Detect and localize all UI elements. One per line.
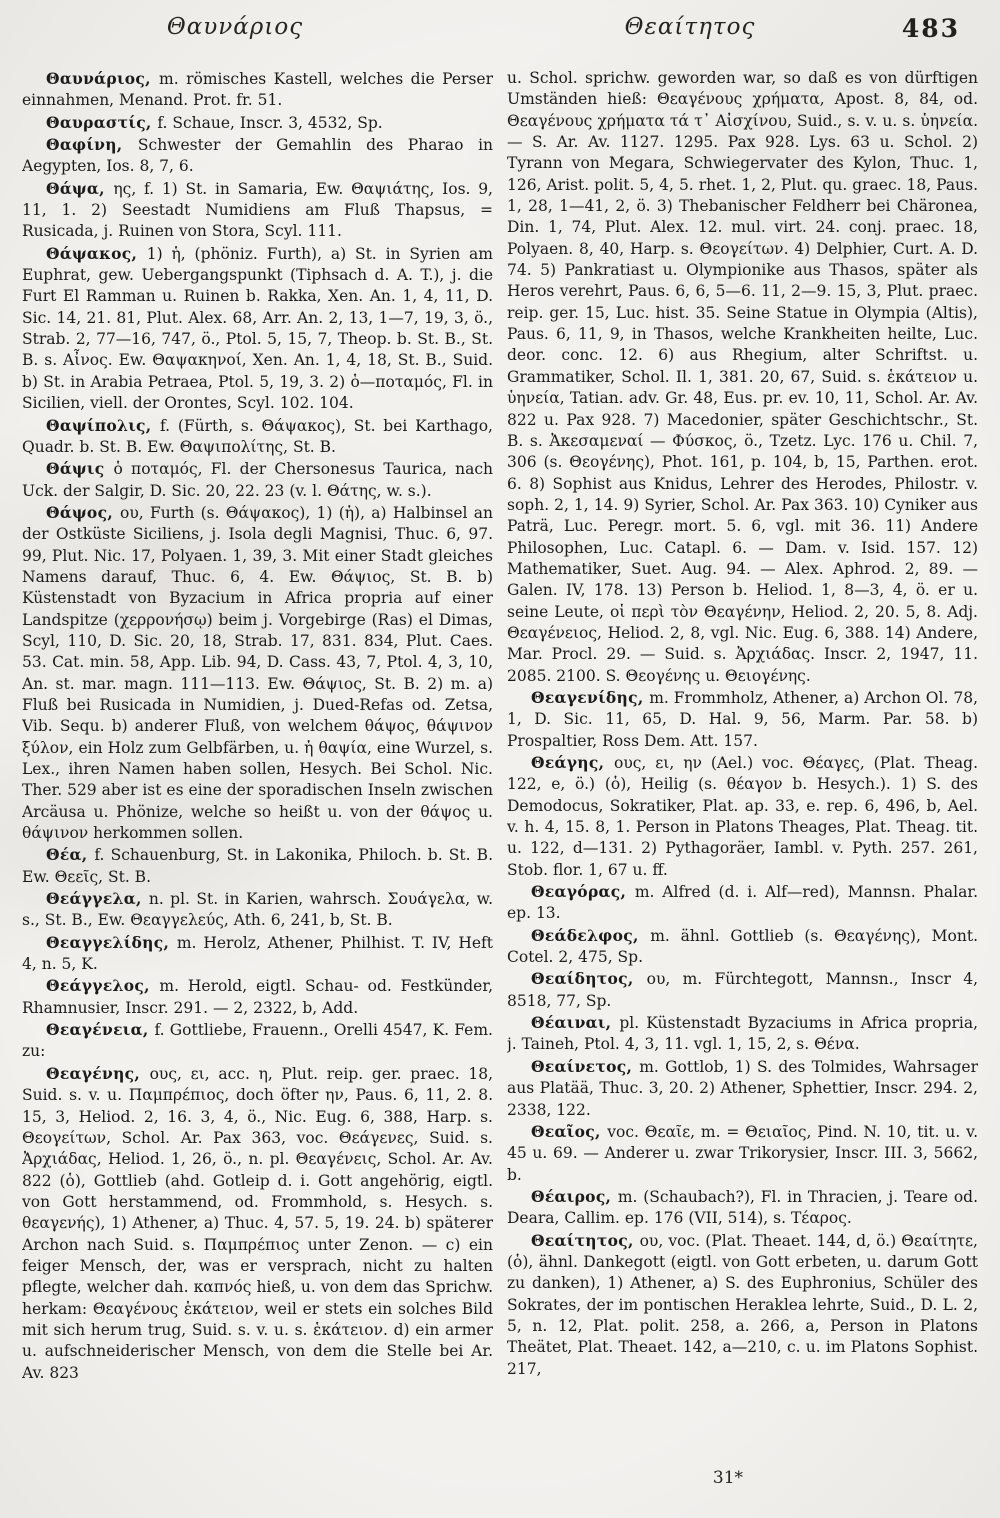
signature-mark: 31* xyxy=(712,1468,744,1488)
dictionary-entry: Θάψα, ης, f. 1) St. in Samaria, Ew. Θαψιάτης, Ios. 9, 11, 1. 2) Seestadt Numidiens am Fluß Thapsus, = Rusicada, j. Ruinen von Stora, Scyl. 111. xyxy=(22,178,493,241)
text-columns xyxy=(22,68,978,1480)
dictionary-entry: Θαυραστίς, f. Schaue, Inscr. 3, 4532, Sp. xyxy=(46,112,383,132)
page-footer xyxy=(500,1468,956,1488)
entry-headword: Θάψος, xyxy=(46,502,121,522)
dictionary-entry: Θεαγένεια, f. Gottliebe, Frauenn., Orelli 4547, K. Fem. zu: xyxy=(22,1020,493,1061)
entry-headword: Θεάγγελος, xyxy=(46,976,160,996)
dictionary-entry: Θεαῖος, voc. Θεαῖε, m. = Θειαῖος, Pind. N. 10, tit. u. v. 45 u. 69. — Anderer u. zwar Trikorysier, Inscr. III. 3, 5662, b. xyxy=(507,1121,978,1184)
entry-headword: Θάψις xyxy=(46,459,114,479)
dictionary-entry: Θεαίτητος, ου, voc. (Plat. Theaet. 144, d, ö.) Θεαίτητε, (ὁ), ähnl. Dankegott (eigtl. von Gott erbeten, u. darum Gott zu danken), 1) Athener, a) S. des Euphronius, Schüler des Sokrates, der im pontischen Heraklea lehrte, Suid., D. L. 2, 5, n. 12, Plat. polit. 258, a. 266, a, Person in Platons Theätet, Plat. Theaet. 142, a—210, c. u. im Platons Sophist. 217, xyxy=(507,1230,978,1378)
dictionary-entry: Θεαγόρας, m. Alfred (d. i. Alf—red), Mannsn. Phalar. ep. 13. xyxy=(507,882,978,923)
entry-headword: Θέαιναι, xyxy=(531,1013,620,1033)
entry-headword: Θεάγης, xyxy=(531,753,614,772)
entry-headword: Θαυνάριος, xyxy=(46,69,160,88)
dictionary-entry: Θεάδελφος, m. ähnl. Gottlieb (s. Θεαγένης), Mont. Cotel. 2, 475, Sp. xyxy=(507,925,978,967)
left-column xyxy=(22,68,493,1480)
entry-headword: Θεαῖος, xyxy=(531,1121,608,1141)
dictionary-entry: Θεάγης, ους, ει, ην (Ael.) voc. Θέαγες, (Plat. Theag. 122, e, ö.) (ὁ), Heilig (s. θέαγον b. Hesych.). 1) S. des Demodocus, Sokratiker, Plat. ap. 33, e. rep. 6, 496, b, Ael. v. h. 4, 15. 8, 1. Person in Platons Theages, Plat. Theag. tit. u. 122, d—131. 2) Pythagoräer, Iambl. v. Pyth. 257. 261, Stob. flor. 1, 67 u. ff. xyxy=(507,753,978,879)
entry-headword: Θάψα, xyxy=(46,178,114,198)
entry-headword: Θεαίτητος, xyxy=(531,1230,640,1250)
entry-headword: Θάψακος, xyxy=(46,243,147,263)
page-number: 483 xyxy=(901,14,960,43)
entry-headword: Θεάγγελα, xyxy=(46,889,149,909)
dictionary-entry: Θέαιναι, pl. Küstenstadt Byzaciums in Africa propria, j. Taineh, Ptol. 4, 3, 11. vgl. 1, 15, 2, s. Θένα. xyxy=(507,1013,978,1054)
entry-headword: Θαφίνη, xyxy=(46,135,138,155)
entry-headword: Θέα, xyxy=(46,845,95,865)
entry-headword: Θεαγένης, xyxy=(46,1063,150,1083)
entry-headword: Θεαγγελίδης, xyxy=(46,932,177,952)
dictionary-entry: Θαφίνη, Schwester der Gemahlin des Pharao in Aegypten, Ios. 8, 7, 6. xyxy=(22,135,493,176)
entry-headword: Θεάδελφος, xyxy=(531,925,651,945)
right-column xyxy=(507,68,978,1480)
entry-headword: Θαψίπολις, xyxy=(46,415,160,435)
entry-continuation: u. Schol. sprichw. geworden war, so daß es von dürftigen Umständen hieß: Θεαγένους χρήματα, Apost. 8, 84, od. Θεαγένους χρήματα τά τ᾽ Αἰσχίνου, Suid., s. v. u. s. ὑηνεία. — S. Ar. Av. 1127. 1295. Pax 928. Lys. 63 u. Schol. 2) Tyrann von Megara, Schwiegervater des Kylon, Thuc. 1, 126, Arist. polit. 5, 4, 5. rhet. 1, 2, Plut. qu. graec. 18, Paus. 1, 28, 1—41, 2, ö. 3) Thebanischer Feldherr bei Chäronea, Din. 1, 74, Plut. Alex. 12. mul. virt. 24. conj. praec. 18, Polyaen. 8, 40, Harp. s. Θεογείτων. 4) Delphier, Curt. A. D. 74. 5) Pankratiast u. Olympionike aus Thasos, später als Heros verehrt, Paus. 6, 6, 5—6. 11, 2—9. 15, 3, Plut. praec. reip. ger. 15, Luc. hist. 35. Seine Statue in Olympia (Altis), Paus. 6, 11, 9, in Thasos, welche Krankheiten heilte, Luc. deor. conc. 12. 6) aus Rhegium, alter Schriftst. u. Grammatiker, Schol. Il. 1, 381. 20, 67, Suid. s. ἑκάτειον u. ὑηνεία, Tatian. adv. Gr. 48, Eus. pr. ev. 10, 11, Schol. Ar. Av. 822 u. Pax 928. 7) Macedonier, später Geschichtschr., St. B. s. Ἀκεσαμεναί — Φύσκος, ö., Tzetz. Lyc. 176 u. Chil. 7, 306 (s. Θεογένης), Phot. 161, p. 104, b, 15, Parthen. erot. 6. 8) Sophist aus Knidus, Lehrer des Herodes, Philostr. v. soph. 2, 1, 14. 9) Syrier, Schol. Ar. Pax 363. 10) Cyniker aus Paträ, Luc. Peregr. mort. 5. 6, vgl. mit 36. 11) Andere Philosophen, Luc. Catapl. 6. — Dam. v. Isid. 157. 12) Mathematiker, Suet. Aug. 94. — Alex. Aphrod. 2, 89. — Galen. IV, 178. 13) Person b. Heliod. 1, 8—3, 4, ö. er u. seine Leute, οἱ περὶ τὸν Θεαγένην, Heliod. 2, 20. 5, 8. Adj. Θεαγένειος, Heliod. 2, 8, vgl. Nic. Eug. 6, 388. 14) Andere, Mar. Procl. 29. — Suid. s. Ἀρχιάδας. Inscr. 2, 1947, 11. 2085. 2100. S. Θεογένης u. Θειογένης. xyxy=(507,69,978,685)
dictionary-entry: Θεαγένης, ους, ει, acc. η, Plut. reip. ger. praec. 18, Suid. s. v. u. Παμπρέπιος, doch öfter ην, Paus. 6, 11, 2. 8. 15, 3, Heliod. 2, 16. 3, 4, ö., Nic. Eug. 6, 388, Harp. s. Θεογείτων, Schol. Ar. Pax 363, voc. Θεάγενες, Suid. s. Ἀρχιάδας, Heliod. 1, 26, ö., n. pl. Θεαγένεις, Schol. Ar. Av. 822 (ὁ), Gottlieb (ahd. Gotleip d. i. Gott angehörig, eigtl. von Gott herstammend, od. Frommhold, s. Hesych. s. θεαγενής), 1) Athener, a) Thuc. 4, 57. 5, 19. 24. b) späterer Archon nach Suid. s. Παμπρέπιος unter Zenon. — c) ein feiger Mensch, der, was er versprach, nicht zu halten pflegte, welcher dah. καπνός hieß, u. von dem das Sprichw. herkam: Θεαγένους ἑκάτειον, weil er stets ein solches Bild mit sich herum trug, Suid. s. v. u. s. ἑκάτειον. d) ein armer u. aufschneiderischer Mensch, von dem die Stelle bei Ar. Av. 823 xyxy=(22,1063,493,1382)
entry-headword: Θεαγενίδης, xyxy=(531,687,650,707)
dictionary-entry: Θαυνάριος, m. römisches Kastell, welches die Perser einnahmen, Menand. Prot. fr. 51. xyxy=(22,69,493,110)
entry-headword: Θέαιρος, xyxy=(531,1186,618,1206)
running-head-right: Θεαίτητος xyxy=(624,14,756,40)
dictionary-entry: Θεαίνετος, m. Gottlob, 1) S. des Tolmides, Wahrsager aus Platää, Thuc. 3, 20. 2) Athener, Sphettier, Inscr. 294. 2, 2338, 122. xyxy=(507,1056,978,1119)
dictionary-entry: Θεαγενίδης, m. Frommholz, Athener, a) Archon Ol. 78, 1, D. Sic. 11, 65, D. Hal. 9, 56, Marm. Par. 58. b) Prospaltier, Ross Dem. Att. 157. xyxy=(507,687,978,750)
entry-headword: Θεαγόρας, xyxy=(531,882,635,902)
dictionary-entry: Θεαίδητος, ου, m. Fürchtegott, Mannsn., Inscr 4, 8518, 77, Sp. xyxy=(507,969,978,1010)
dictionary-entry: Θάψος, ου, Furth (s. Θάψακος), 1) (ἡ), a) Halbinsel an der Ostküste Siciliens, j. Isola degli Magnisi, Thuc. 6, 97. 99, Plut. Nic. 17, Polyaen. 1, 39, 3. Mit einer Stadt gleiches Namens darauf, Thuc. 6, 4. Ew. Θάψιος, St. B. b) Küstenstadt von Byzacium in Africa propria auf einer Landspitze (χερρονήσῳ) beim j. Vorgebirge (Ras) el Dimas, Scyl, 110, D. Sic. 20, 18, Strab. 17, 831. 834, Plut. Caes. 53. Cat. min. 58, App. Lib. 94, D. Cass. 43, 7, Ptol. 4, 3, 10, An. st. mar. magn. 111—113. Ew. Θάψιος, St. B. 2) m. a) Fluß bei Rusicada in Numidien, j. Dued-Refas od. Zetsa, Vib. Sequ. b) anderer Fluß, von welchem θάψος, θάψινον ξύλον, ein Holz zum Gelbfärben, u. ἡ θαψία, eine Wurzel, s. Lex., ihren Namen haben sollen, Hesych. Bei Schol. Nic. Ther. 529 aber ist es eine der sporadischen Inseln zwischen Arcäusa u. Phönize, welche so heißt u. von der θάψος u. θάψινον herkommen sollen. xyxy=(22,502,493,843)
entry-headword: Θεαγένεια, xyxy=(46,1020,155,1040)
dictionary-entry: Θέα, f. Schauenburg, St. in Lakonika, Philoch. b. St. B. Ew. Θεεῖς, St. B. xyxy=(22,845,493,886)
dictionary-entry: Θεάγγελα, n. pl. St. in Karien, wahrsch. Σουάγελα, w. s., St. B., Ew. Θεαγγελεύς, Ath. 6, 241, b, St. B. xyxy=(22,889,493,930)
dictionary-entry: Θάψις ὁ ποταμός, Fl. der Chersonesus Taurica, nach Uck. der Salgir, D. Sic. 20, 22. 23 (v. l. Θάτης, w. s.). xyxy=(22,459,493,500)
dictionary-entry: Θεάγγελος, m. Herold, eigtl. Schau- od. Festkünder, Rhamnusier, Inscr. 291. — 2, 2322, b, Add. xyxy=(22,976,493,1017)
entry-headword: Θαυραστίς, xyxy=(46,112,158,132)
dictionary-entry: Θαψίπολις, f. (Fürth, s. Θάψακος), St. bei Karthago, Quadr. b. St. B. Ew. Θαψιπολίτης, St. B. xyxy=(22,415,493,456)
running-head-left: Θαυνάριος xyxy=(166,14,304,40)
dictionary-entry: Θεαγγελίδης, m. Herolz, Athener, Philhist. T. IV, Heft 4, n. 5, K. xyxy=(22,932,493,974)
dictionary-entry: Θάψακος, 1) ἡ, (phöniz. Furth), a) St. in Syrien am Euphrat, gew. Uebergangspunkt (Tiphsach d. A. T.), j. die Furt El Ramman u. Ruinen b. Rakka, Xen. An. 1, 4, 11, D. Sic. 14, 21. 81, Plut. Alex. 68, Arr. An. 2, 13, 1—7, 19, 3, ö., Strab. 2, 77—16, 747, ö., Ptol. 5, 15, 7, Theop. b. St. B., St. B. s. Αἶνος. Ew. Θαψακηνοί, Xen. An. 1, 4, 18, St. B., Suid. b) St. in Arabia Petraea, Ptol. 5, 19, 3. 2) ὁ—ποταμός, Fl. in Sicilien, viell. der Orontes, Scyl. 102. 104. xyxy=(22,243,493,413)
entry-headword: Θεαίνετος, xyxy=(531,1056,640,1076)
entry-headword: Θεαίδητος, xyxy=(531,969,647,989)
dictionary-entry: Θέαιρος, m. (Schaubach?), Fl. in Thracien, j. Teare od. Deara, Callim. ep. 176 (VII, 514), s. Τέαρος. xyxy=(507,1186,978,1228)
page-header xyxy=(0,14,1000,54)
